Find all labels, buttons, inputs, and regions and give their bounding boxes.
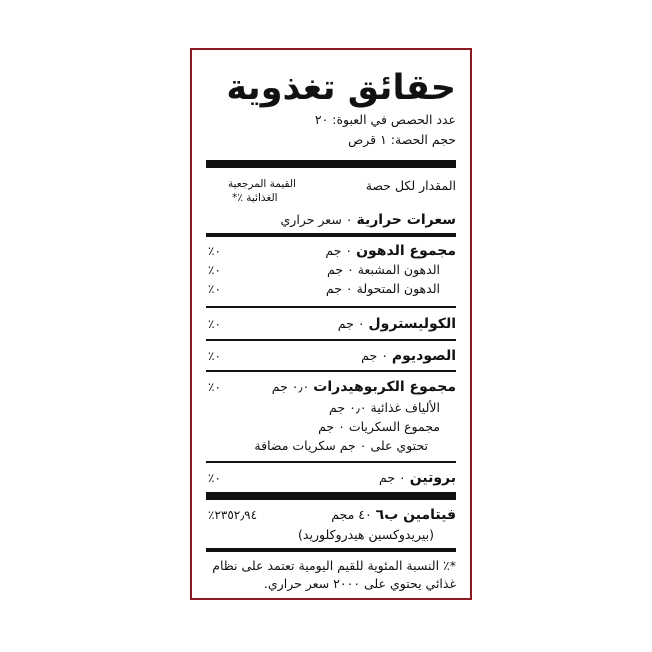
amount-per-serving: المقدار لكل حصة <box>365 178 456 193</box>
protein-pct: ٠٪ <box>208 471 221 485</box>
sodium-label: الصوديوم <box>391 348 456 364</box>
protein-row <box>379 470 456 486</box>
total-carbs-value: ٠٫٠ جم <box>271 379 310 394</box>
trans-fat-value: ٠ جم <box>325 281 353 296</box>
footnote-line1: *٪ النسبة المئوية للقيم اليومية تعتمد على نظام <box>212 558 456 573</box>
sodium-value: ٠ جم <box>361 348 388 363</box>
saturated-fat-pct: ٠٪ <box>208 263 221 277</box>
footnote-line2: غذائي يحتوي على ٢٠٠٠ سعر حراري. <box>263 576 456 591</box>
divider-medium <box>206 548 456 552</box>
vitamin-b6-value: ٤٠ مجم <box>331 507 372 522</box>
vitamin-b6-label: فيتامين ب٦ <box>375 507 456 523</box>
total-fat-row <box>325 243 456 259</box>
label-content <box>206 50 456 598</box>
calories-label: سعرات حرارية <box>356 212 456 228</box>
protein-value: ٠ جم <box>379 470 406 485</box>
divider-thick <box>206 160 456 168</box>
fiber-label: الألياف غذائية <box>370 400 440 415</box>
vitamin-b6-row <box>331 507 456 523</box>
trans-fat-row <box>326 281 440 297</box>
divider-thin <box>206 339 456 341</box>
total-carbs-label: مجموع الكربوهيدرات <box>313 379 456 395</box>
sodium-pct: ٠٪ <box>208 349 221 363</box>
divider-thin <box>206 370 456 372</box>
fiber-row <box>329 400 440 416</box>
protein-label: بروتين <box>409 470 456 486</box>
total-fat-label: مجموع الدهون <box>356 243 456 259</box>
divider-thick <box>206 492 456 500</box>
sodium-row <box>361 348 456 364</box>
vitamin-b6-pct: ٢٣٥٢٫٩٤٪ <box>208 508 258 522</box>
dv-header-line2: الغذائية ٪* <box>232 192 278 204</box>
total-sugars-value: ٠ جم <box>318 419 345 434</box>
divider-medium <box>206 233 456 237</box>
cholesterol-label: الكوليسترول <box>368 316 456 332</box>
fiber-value: ٠٫٠ جم <box>329 400 367 415</box>
total-sugars-row <box>318 419 440 435</box>
total-fat-pct: ٠٪ <box>208 244 221 258</box>
cholesterol-pct: ٠٪ <box>208 317 221 331</box>
saturated-fat-value: ٠ جم <box>327 262 354 277</box>
saturated-fat-row <box>327 262 440 278</box>
label-title: حقائق تغذوية <box>226 68 456 108</box>
cholesterol-row <box>338 316 456 332</box>
total-fat-value: ٠ جم <box>325 243 353 258</box>
trans-fat-pct: ٠٪ <box>208 282 221 296</box>
divider-thin <box>206 461 456 463</box>
servings-per-container: عدد الحصص في العبوة: ٢٠ <box>314 112 456 127</box>
trans-fat-label: الدهون المتحولة <box>356 281 440 296</box>
total-sugars-label: مجموع السكريات <box>348 419 440 434</box>
total-carbs-row <box>272 379 456 395</box>
saturated-fat-label: الدهون المشبعة <box>357 262 440 277</box>
added-sugars-row: تحتوي على ٠ جم سكريات مضافة <box>254 438 428 453</box>
divider-thin <box>206 306 456 308</box>
vitamin-b6-note: (بيريدوكسين هيدروكلوريد) <box>298 527 434 542</box>
calories-row <box>281 212 457 228</box>
serving-size: حجم الحصة: ١ قرص <box>348 132 456 147</box>
cholesterol-value: ٠ جم <box>337 316 365 331</box>
dv-header-line1: القيمة المرجعية <box>228 178 296 190</box>
calories-value: ٠ سعر حراري <box>280 212 353 227</box>
total-carbs-pct: ٠٪ <box>208 380 221 394</box>
nutrition-facts-label <box>190 48 472 600</box>
